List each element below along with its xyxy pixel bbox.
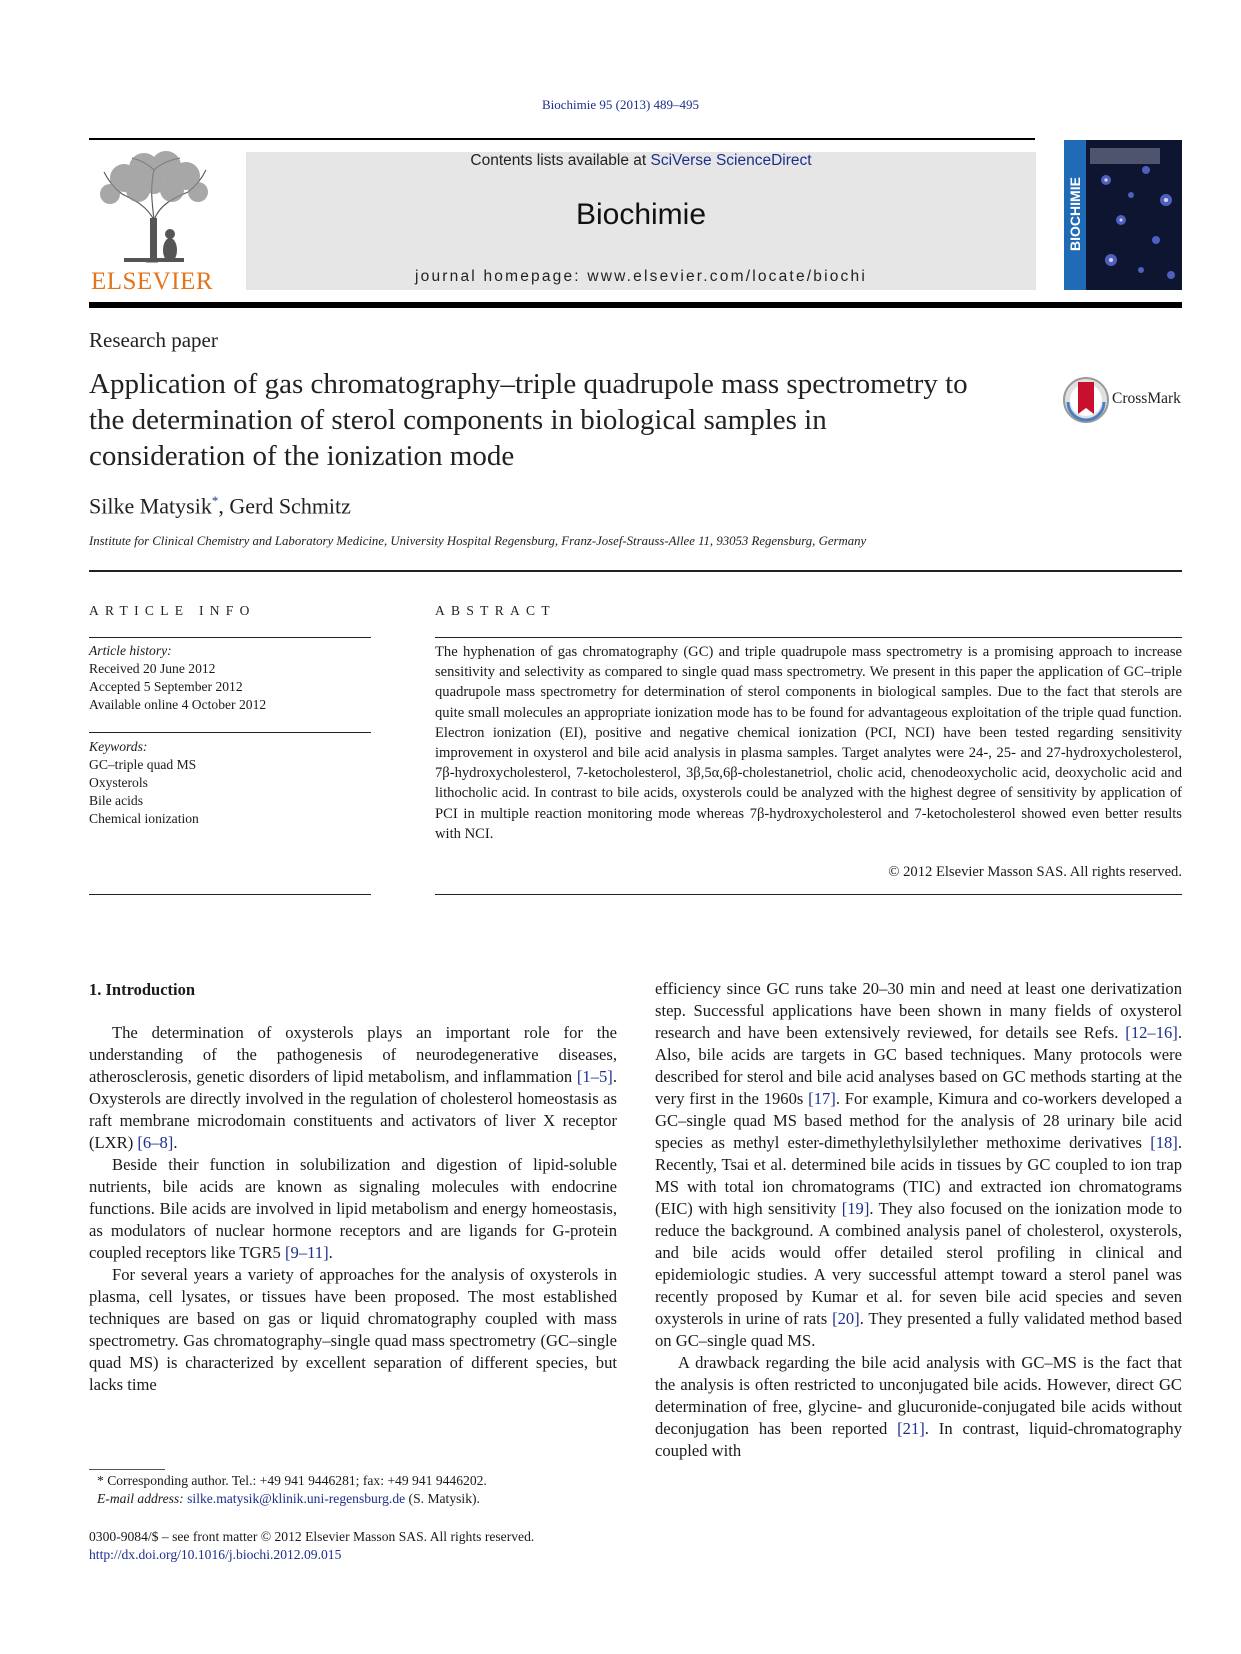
citation-link[interactable]: [18] xyxy=(1150,1133,1178,1152)
citation-link[interactable]: [17] xyxy=(808,1089,836,1108)
paragraph xyxy=(655,978,1182,1352)
journal-cover-image[interactable] xyxy=(1064,140,1182,290)
paragraph xyxy=(89,1022,617,1154)
citation-link[interactable]: [12–16] xyxy=(1125,1023,1178,1042)
crossmark-label: CrossMark xyxy=(1112,390,1181,407)
section-heading-introduction: 1. Introduction xyxy=(89,980,196,999)
text-run: . xyxy=(328,1243,333,1262)
journal-banner xyxy=(246,152,1036,290)
text-run: (S. Matysik). xyxy=(405,1491,480,1506)
text-run: Corresponding author. Tel.: +49 941 9446281; fax: +49 941 9446202. xyxy=(103,1473,487,1488)
article-info-rule xyxy=(89,637,371,638)
text-run: The determination of oxysterols plays an important role for the understanding of the pathogenesis of neurodegenerative diseases, atherosclerosis, genetic disorders of lipid metabolism, and inflammation xyxy=(89,1023,617,1086)
author-matysik[interactable]: Silke Matysik xyxy=(89,493,212,519)
keywords xyxy=(89,738,371,828)
footnote-mark: * xyxy=(97,1473,104,1488)
paragraph: For several years a variety of approaches for the analysis of oxysterols in plasma, cell lysates, or tissues have been proposed. The most established techniques are based on gas or liquid chromatography coupled with mass spectrometry. Gas chromatography–single quad mass spectrometry (GC–single quad MS) is characterized by excellent separation of different species, but lacks time xyxy=(89,1265,617,1394)
footnote xyxy=(97,1472,617,1508)
history-online: Available online 4 October 2012 xyxy=(89,697,267,712)
crossmark-icon xyxy=(1062,376,1110,424)
abstract-rule xyxy=(435,637,1182,638)
article-info-bottom-rule xyxy=(89,894,371,895)
abstract-heading: ABSTRACT xyxy=(435,603,556,618)
affiliation-rule xyxy=(89,570,1182,572)
citation-link[interactable]: [9–11] xyxy=(285,1243,329,1262)
email-link[interactable]: silke.matysik@klinik.uni-regensburg.de xyxy=(187,1491,406,1506)
text-run: efficiency since GC runs take 20–30 min and need at least one derivatization step. Successful applications have been shown in many fields of oxysterol research and have been extensively reviewed, for details see Refs. xyxy=(655,979,1182,1042)
corresponding-author-mark[interactable]: * xyxy=(211,493,219,508)
affiliation: Institute for Clinical Chemistry and Laboratory Medicine, University Hospital Regensburg, Franz-Josef-Strauss-Allee 11, 93053 Regensburg, Germany xyxy=(89,534,867,548)
author-schmitz[interactable]: , Gerd Schmitz xyxy=(218,493,351,519)
article-history xyxy=(89,642,371,714)
elsevier-logo[interactable] xyxy=(86,150,218,295)
cover-strip xyxy=(1064,140,1086,290)
history-label: Article history: xyxy=(89,643,172,658)
keywords-label: Keywords: xyxy=(89,739,148,754)
journal-citation[interactable]: Biochimie 95 (2013) 489–495 xyxy=(541,97,700,112)
citation-link[interactable]: [19] xyxy=(841,1199,870,1218)
cover-title: BIOCHIMIE xyxy=(1067,177,1083,251)
paragraph xyxy=(655,1352,1182,1462)
abstract-text: The hyphenation of gas chromatography (GC) and triple quadrupole mass spectrometry is a promising approach to increase sensitivity and selectivity as compared to single quad mass spectrometry. We present in this paper the application of GC–triple quadrupole mass spectrometry for determination of sterol components in biological samples. Due to the fact that sterols are quite small molecules an appropriate ionization mode has to be found for advantageous exploitation of the triple quad function. Electron ionization (EI), positive and negative chemical ionization (PCI, NCI) have been tested regarding sensitivity improvement in oxysterol and bile acid analysis in plasma samples. Target analytes were 24-, 25- and 27-hydroxycholesterol, 7β-hydroxycholesterol, 7-ketocholesterol, 3β,5α,6β-cholestanetriol, cholic acid, chenodeoxycholic acid, deoxycholic acid and lithocholic acid. In contrast to bile acids, oxysterols could be analyzed with the highest degree of sensitivity by application of PCI in multiple reaction monitoring mode whereas 7β-hydroxycholesterol and 7-ketocholesterol showed even better results with NCI. xyxy=(435,644,1182,842)
email-label: E-mail address: xyxy=(97,1491,184,1506)
keyword-item: Bile acids xyxy=(89,793,143,808)
text-run: . Recently, Tsai et al. determined bile acids in tissues by GC coupled to ion trap MS with total ion chromatograms (TIC) and extracted ion chromatograms (EIC) with high sensitivity xyxy=(655,1133,1182,1218)
doi-link[interactable]: http://dx.doi.org/10.1016/j.biochi.2012.09.015 xyxy=(89,1547,342,1562)
citation-link[interactable]: [1–5] xyxy=(576,1067,613,1086)
history-accepted: Accepted 5 September 2012 xyxy=(89,679,243,694)
abstract-bottom-rule xyxy=(435,894,1182,895)
sciencedirect-link[interactable]: SciVerse ScienceDirect xyxy=(650,152,812,169)
front-matter xyxy=(89,1528,689,1564)
abstract-copyright: © 2012 Elsevier Masson SAS. All rights reserved. xyxy=(888,864,1182,880)
elsevier-tree-icon xyxy=(94,150,212,268)
cover-micrograph-icon xyxy=(1086,140,1182,290)
footnote-rule xyxy=(89,1469,165,1470)
text-run: . xyxy=(173,1133,178,1152)
contents-prefix: Contents lists available at xyxy=(470,152,651,169)
text-run: . Oxysterols are directly involved in the regulation of cholesterol homeostasis as raft membrane microdomain constituents and activators of liver X receptor (LXR) xyxy=(89,1067,617,1152)
text-run: . In contrast, liquid-chromatography coupled with xyxy=(655,1419,1182,1460)
keyword-item: GC–triple quad MS xyxy=(89,757,197,772)
text-run: . For example, Kimura and co-workers developed a GC–single quad MS based method for the analysis of 28 urinary bile acid species as methyl ester-dimethylethylsilylether methoxime derivatives xyxy=(655,1089,1182,1152)
authors xyxy=(89,493,351,519)
citation-link[interactable]: [20] xyxy=(832,1309,860,1328)
journal-homepage[interactable]: journal homepage: www.elsevier.com/locate/biochi xyxy=(415,268,867,285)
crossmark-badge[interactable] xyxy=(1062,376,1192,426)
header-bottom-rule xyxy=(89,302,1182,308)
front-matter-notice: 0300-9084/$ – see front matter © 2012 Elsevier Masson SAS. All rights reserved. xyxy=(89,1529,535,1544)
article-info-heading: ARTICLE INFO xyxy=(89,603,256,618)
email-line xyxy=(97,1490,617,1508)
text-run: Beside their function in solubilization and digestion of lipid-soluble nutrients, bile acids are known as signaling molecules with endocrine functions. Bile acids are involved in lipid metabolism and energy homeostasis, as modulators of nuclear hormone receptors and are ligands for G-protein coupled receptors like TGR5 xyxy=(89,1155,617,1262)
text-run: A drawback regarding the bile acid analysis with GC–MS is the fact that the analysis is often restricted to unconjugated bile acids. However, direct GC determination of free, glycine- and glucuronide-conjugated bile acids without deconjugation has been reported xyxy=(655,1353,1182,1438)
article-title: Application of gas chromatography–triple quadrupole mass spectrometry to the determination of sterol components in biological samples in consideration of the ionization mode xyxy=(89,368,968,472)
text-run: . They presented a fully validated method based on GC–single quad MS. xyxy=(655,1309,1182,1350)
elsevier-wordmark: ELSEVIER xyxy=(90,268,214,295)
citation-link[interactable]: [21] xyxy=(897,1419,925,1438)
journal-name: Biochimie xyxy=(575,198,707,231)
body-column-left xyxy=(89,1022,617,1396)
keyword-item: Oxysterols xyxy=(89,775,148,790)
history-received: Received 20 June 2012 xyxy=(89,661,216,676)
keyword-item: Chemical ionization xyxy=(89,811,199,826)
citation-link[interactable]: [6–8] xyxy=(137,1133,174,1152)
body-column-right xyxy=(655,978,1182,1462)
text-run: . Also, bile acids are targets in GC based techniques. Many protocols were described for sterol and bile acid analyses based on GC methods starting at the very first in the 1960s xyxy=(655,1023,1182,1108)
contents-line xyxy=(246,152,1036,170)
header-top-rule xyxy=(89,138,1035,140)
text-run: . They also focused on the ionization mode to reduce the background. A combined analysis panel of cholesterol, oxysterols, and bile acids would offer detailed sterol profiling in clinical and epidemiologic studies. A very successful attempt toward a sterol panel was recently proposed by Kumar et al. for seven bile acid species and seven oxysterols in urine of rats xyxy=(655,1199,1182,1328)
article-type: Research paper xyxy=(89,328,218,352)
paragraph xyxy=(89,1154,617,1264)
corresponding-author-note xyxy=(97,1472,617,1490)
keywords-rule xyxy=(89,732,371,733)
